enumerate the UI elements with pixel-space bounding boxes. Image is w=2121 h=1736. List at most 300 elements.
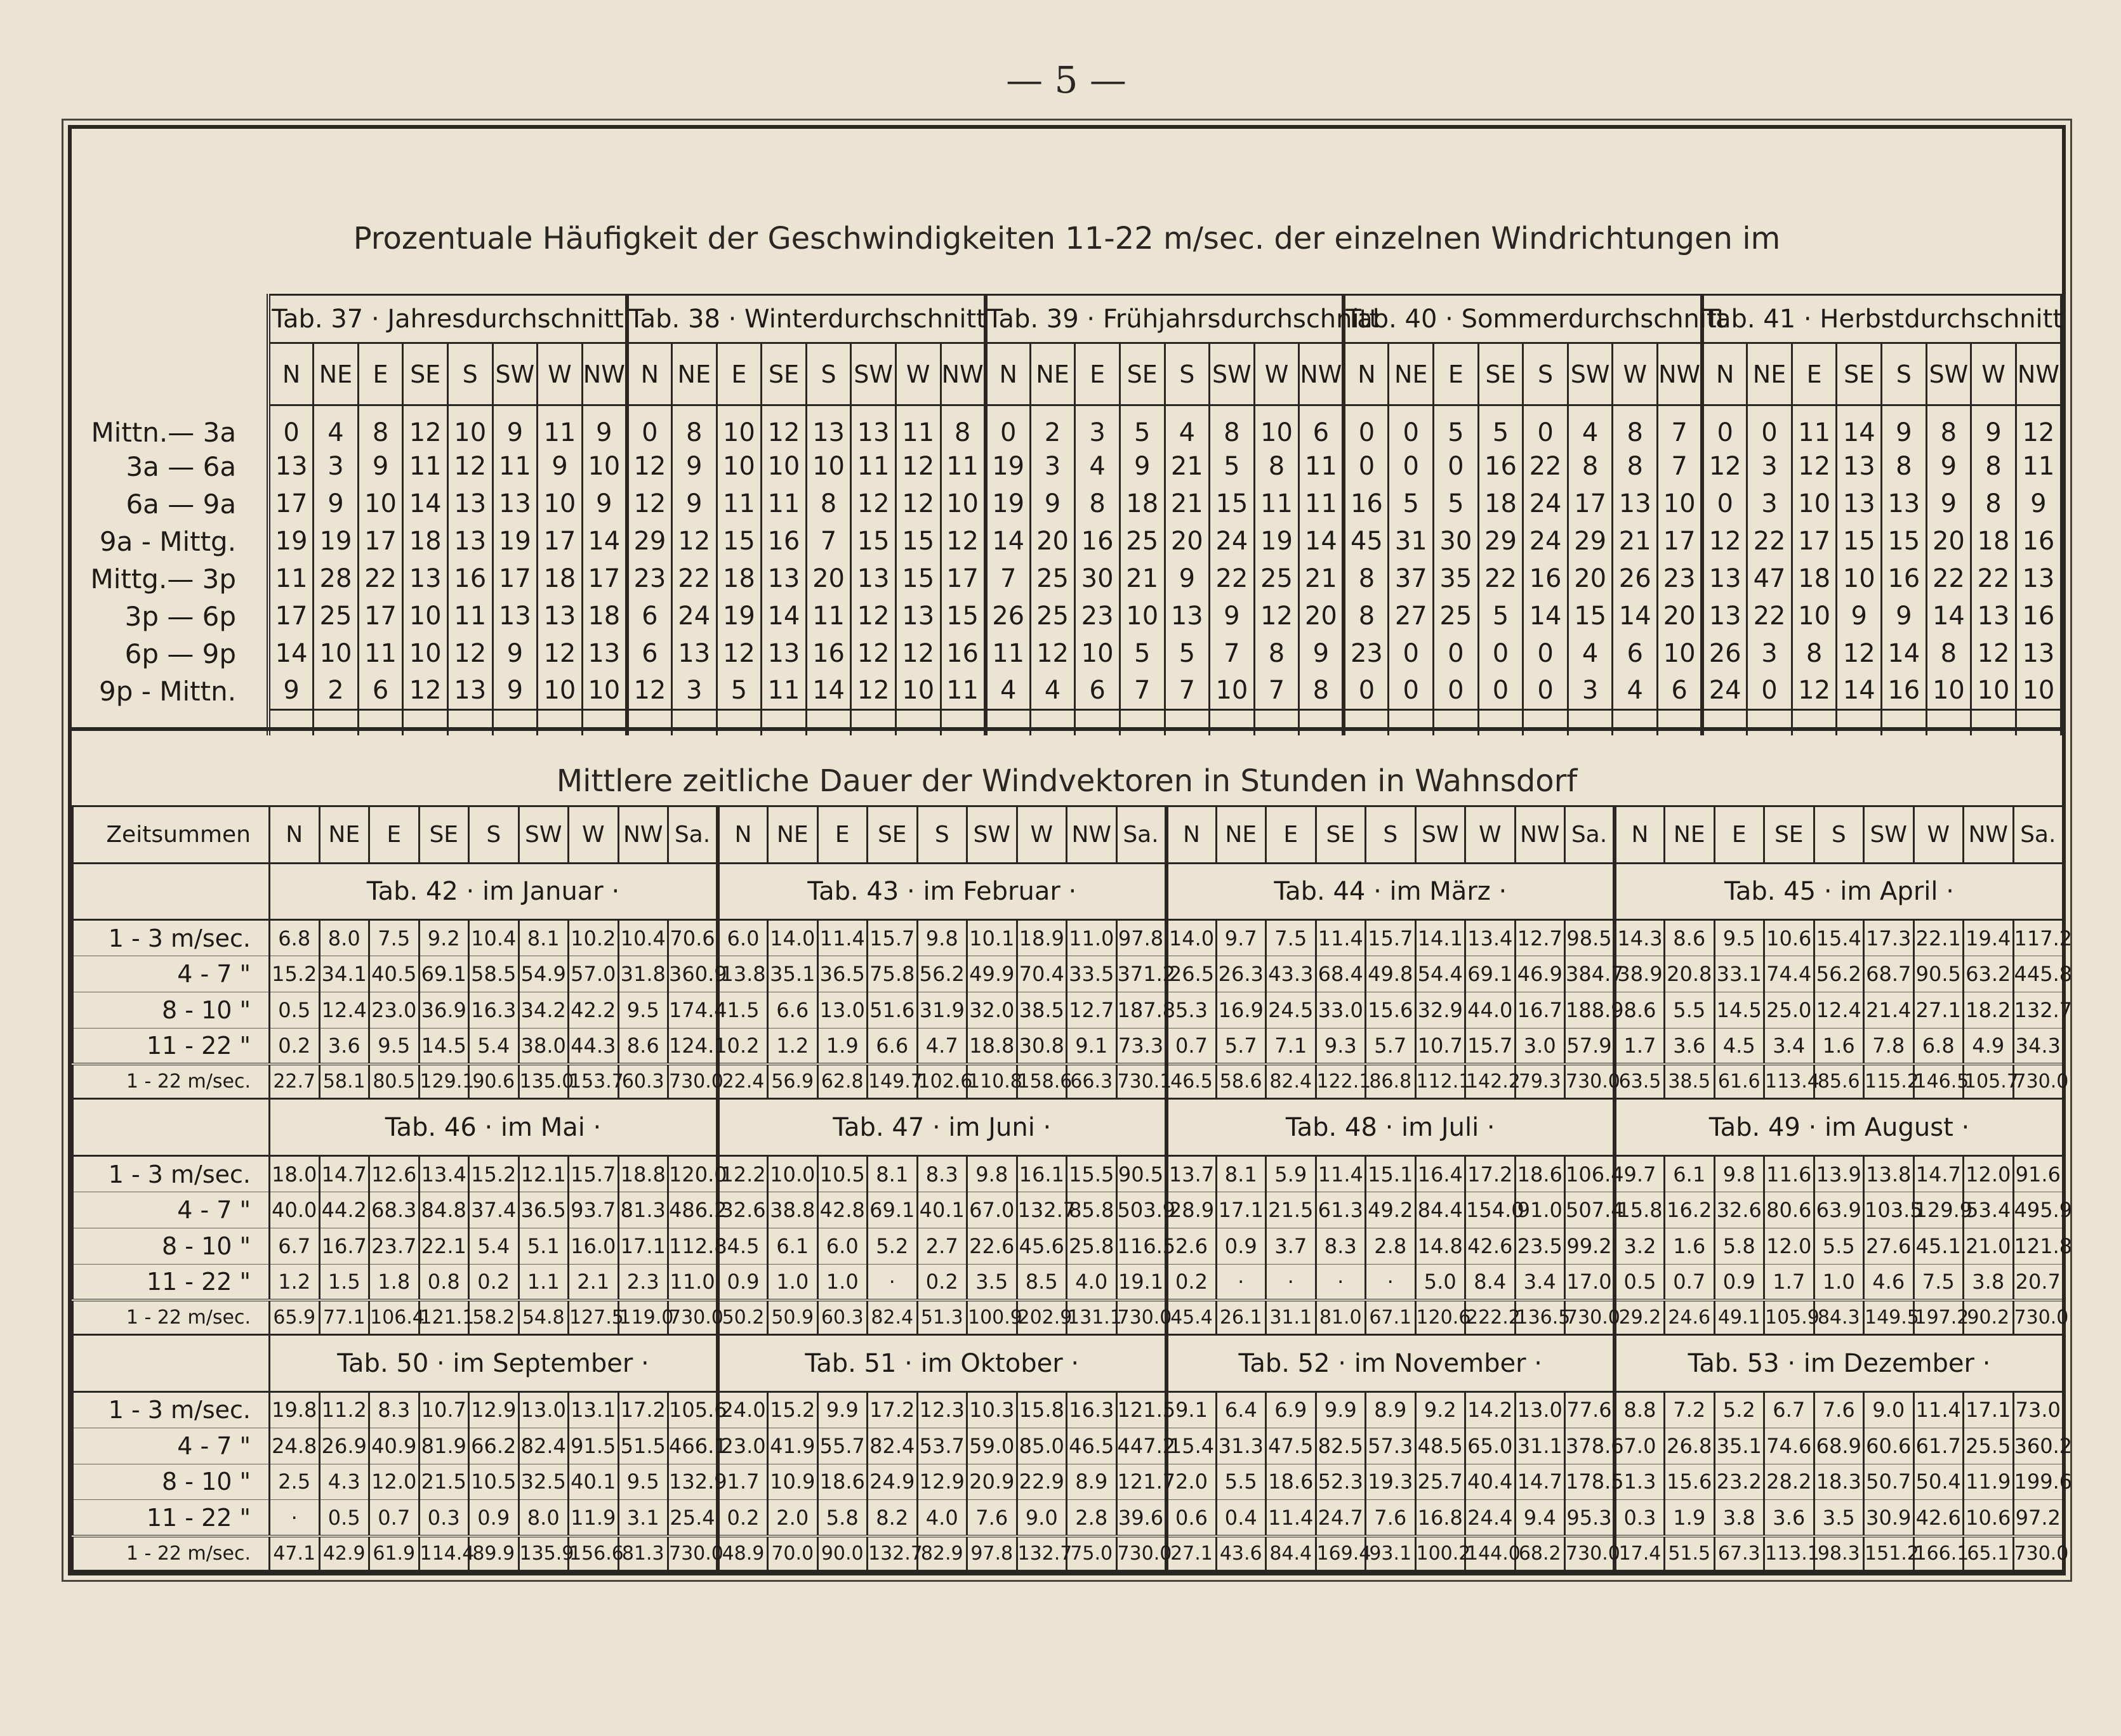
table-cell: 19 (268, 523, 314, 560)
table-cell: 45.6 (1017, 1228, 1067, 1264)
total-cell: 42.9 (319, 1536, 369, 1571)
table-cell: 11 (492, 448, 538, 485)
table-cell: 0.2 (718, 1028, 768, 1064)
table-cell: · (1366, 1264, 1416, 1300)
total-cell: 70.0 (768, 1536, 818, 1571)
table-cell: 9 (492, 635, 538, 673)
total-cell: 112.1 (1415, 1064, 1465, 1099)
table-cell: 17.2 (868, 1391, 918, 1428)
table-cell: 9 (492, 405, 538, 448)
table-cell: 8.1 (1216, 1156, 1266, 1192)
table-cell: 30 (1434, 523, 1479, 560)
column-header: SW (519, 806, 569, 864)
table-cell: 7 (1120, 673, 1165, 710)
table-cell: 18 (1792, 560, 1837, 598)
table-cell: 15 (895, 560, 941, 598)
table-cell: 10 (1658, 485, 1703, 523)
table-cell: 1.5 (319, 1264, 369, 1300)
table-cell: 4 (1030, 673, 1075, 710)
table-cell: 0 (1389, 448, 1434, 485)
table-cell: 57.3 (1366, 1428, 1416, 1464)
total-cell: 82.4 (868, 1300, 918, 1335)
table-cell: 31.1 (1515, 1428, 1565, 1464)
table-cell: 13 (1971, 598, 2016, 635)
table-cell: 21.0 (1964, 1228, 2014, 1264)
table-cell: 35.1 (1714, 1428, 1764, 1464)
table-cell: 13 (851, 560, 896, 598)
table-cell: 10 (1120, 598, 1165, 635)
column-header: W (895, 343, 941, 405)
table-cell: 1.3 (1615, 1464, 1665, 1500)
table-cell: 17 (268, 598, 314, 635)
table-cell: 42.8 (817, 1192, 868, 1228)
total-cell: 730.0 (2013, 1300, 2063, 1335)
column-header: SE (419, 806, 469, 864)
spacer-cell (1344, 710, 1389, 735)
table-cell: 0.3 (1615, 1500, 1665, 1536)
table-cell: 31.3 (1216, 1428, 1266, 1464)
table-cell: 19.4 (1964, 920, 2014, 956)
column-header: S (447, 343, 492, 405)
total-cell: 120.6 (1415, 1300, 1465, 1335)
table-cell: 10 (538, 485, 583, 523)
table-cell: 10 (1971, 673, 2016, 710)
table-cell: 10 (806, 448, 851, 485)
column-header: W (1971, 343, 2016, 405)
spacer-cell (1165, 710, 1210, 735)
table-cell: 18.3 (1814, 1464, 1864, 1500)
spacer-cell (582, 710, 627, 735)
table-cell: 8 (1254, 448, 1299, 485)
table-cell: 0 (1344, 673, 1389, 710)
table-cell: 33.1 (1714, 956, 1764, 992)
table-cell: 9 (1120, 448, 1165, 485)
table-cell: 16.3 (469, 992, 519, 1029)
table-cell: 7.6 (1814, 1391, 1864, 1428)
table-cell: 10 (1837, 560, 1882, 598)
table-cell: 8.6 (618, 1028, 668, 1064)
table-cell: 22 (1478, 560, 1523, 598)
table-cell: 49.8 (1366, 956, 1416, 992)
table-cell: 0.8 (419, 1264, 469, 1300)
page-number: — 5 — (1006, 58, 1127, 102)
table-cell: 10.5 (469, 1464, 519, 1500)
table-cell: 15.7 (1465, 1028, 1516, 1064)
table-cell: 0.5 (319, 1500, 369, 1536)
table-cell: 10 (358, 485, 403, 523)
table-cell: 8 (358, 405, 403, 448)
table-cell: 0 (1747, 405, 1792, 448)
total-label: 1 - 22 m/sec. (73, 1536, 270, 1571)
total-cell: 29.2 (1615, 1300, 1665, 1335)
table-cell: 18 (582, 598, 627, 635)
table-cell: 120.0 (668, 1156, 718, 1192)
column-header: SE (1478, 343, 1523, 405)
table-cell: 42.2 (569, 992, 619, 1029)
table-cell: 10.2 (569, 920, 619, 956)
total-cell: 102.6 (917, 1064, 967, 1099)
table-cell: 15.2 (270, 956, 320, 992)
column-header: SW (1568, 343, 1613, 405)
table-cell: 4.5 (1714, 1028, 1764, 1064)
table-cell: 8.5 (1017, 1264, 1067, 1300)
table-cell: 13 (671, 635, 717, 673)
table-cell: 38.5 (1017, 992, 1067, 1029)
table-cell: 3.5 (967, 1264, 1017, 1300)
table-cell: 5.2 (1714, 1391, 1764, 1428)
table-cell: 8 (1882, 448, 1927, 485)
table-cell: 25 (314, 598, 359, 635)
table-cell: 495.9 (2013, 1192, 2063, 1228)
table-cell: 13 (806, 405, 851, 448)
table-cell: 12.2 (718, 1156, 768, 1192)
table-cell: 21 (1299, 560, 1344, 598)
table-cell: 38.8 (768, 1192, 818, 1228)
time-label: 6p — 9p (72, 635, 268, 673)
blank-cell (73, 1099, 270, 1156)
table-cell: 15.2 (768, 1391, 818, 1428)
table-cell: 10 (1075, 635, 1120, 673)
table-cell: 0 (1344, 405, 1389, 448)
table-cell: 6 (1658, 673, 1703, 710)
total-cell: 54.8 (519, 1300, 569, 1335)
speed-label: 8 - 10 " (73, 1464, 270, 1500)
table-cell: 80.6 (1764, 1192, 1814, 1228)
direction-header-row (72, 343, 2061, 405)
table-cell: 11.0 (1067, 920, 1117, 956)
table-cell: 14 (986, 523, 1031, 560)
table-cell: 22.9 (1017, 1464, 1067, 1500)
spacer-cell (447, 710, 492, 735)
table-cell: 10.5 (817, 1156, 868, 1192)
table-cell: 81.3 (618, 1192, 668, 1228)
total-row (73, 1300, 2063, 1335)
table-cell: 10.9 (768, 1464, 818, 1500)
total-cell: 68.2 (1515, 1536, 1565, 1571)
table-cell: 13.8 (718, 956, 768, 992)
column-header: E (1434, 343, 1479, 405)
column-header: N (268, 343, 314, 405)
spacer-cell (1120, 710, 1165, 735)
table-row (73, 956, 2063, 992)
blank-cell (73, 1335, 270, 1392)
column-header: S (1814, 806, 1864, 864)
table-cell: 8.0 (319, 920, 369, 956)
table-cell: 8.2 (868, 1500, 918, 1536)
table-cell: 6.8 (1913, 1028, 1964, 1064)
table-cell: 13 (1702, 560, 1747, 598)
table-cell: 18 (1971, 523, 2016, 560)
table-cell: 3.8 (1714, 1500, 1764, 1536)
spacer-cell (1523, 710, 1568, 735)
table-cell: 40.0 (270, 1192, 320, 1228)
table-cell: 16 (762, 523, 807, 560)
table-cell: 11 (1299, 448, 1344, 485)
table-cell: 13.1 (569, 1391, 619, 1428)
table-cell: 199.6 (2013, 1464, 2063, 1500)
table-cell: 22 (671, 560, 717, 598)
table-cell: 46.5 (1067, 1428, 1117, 1464)
table-cell: 13 (538, 598, 583, 635)
table-cell: 486.2 (668, 1192, 718, 1228)
table-cell: 9.8 (967, 1156, 1017, 1192)
table-cell: 121.7 (1116, 1464, 1166, 1500)
table-cell: 32.5 (519, 1464, 569, 1500)
corner-cell (72, 295, 268, 343)
table-cell: 69.1 (1465, 956, 1516, 992)
table-cell: 12 (447, 448, 492, 485)
table-row (72, 448, 2061, 485)
table-cell: 67.0 (967, 1192, 1017, 1228)
table-cell: 81.9 (419, 1428, 469, 1464)
table-cell: 0 (1389, 635, 1434, 673)
table-cell: 91.0 (1515, 1192, 1565, 1228)
table-cell: 12.1 (519, 1156, 569, 1192)
table-cell: 188.9 (1565, 992, 1615, 1029)
spacer-cell (1702, 710, 1747, 735)
speed-label: 1 - 3 m/sec. (73, 1156, 270, 1192)
total-cell: 129.1 (419, 1064, 469, 1099)
table-cell: 18.6 (1266, 1464, 1316, 1500)
table-cell: 14 (1299, 523, 1344, 560)
speed-label: 8 - 10 " (73, 1228, 270, 1264)
spacer-cell (268, 710, 314, 735)
table-cell: 18.8 (967, 1028, 1017, 1064)
table-cell: 19.1 (1116, 1264, 1166, 1300)
table-cell: 4 (1165, 405, 1210, 448)
spacer-cell (1747, 710, 1792, 735)
column-header: SE (1120, 343, 1165, 405)
table-cell: 18 (1120, 485, 1165, 523)
table-cell: 25 (1434, 598, 1479, 635)
table-cell: 23 (1075, 598, 1120, 635)
table-cell: 0.6 (1166, 1500, 1217, 1536)
table-cell: 22 (1926, 560, 1971, 598)
table-cell: 3.2 (1615, 1228, 1665, 1264)
table-cell: 20.8 (1665, 956, 1715, 992)
table-cell: 21 (1165, 485, 1210, 523)
table-cell: 0.4 (1216, 1500, 1266, 1536)
table-cell: 21 (1613, 523, 1658, 560)
table-cell: 0.2 (718, 1500, 768, 1536)
column-header: W (538, 343, 583, 405)
column-header: N (718, 806, 768, 864)
table-cell: 7.2 (1665, 1391, 1715, 1428)
total-cell: 22.4 (718, 1064, 768, 1099)
table-cell: 4.6 (1864, 1264, 1914, 1300)
table-cell: 45 (1344, 523, 1389, 560)
month-caption: Tab. 44 · im März · (1166, 863, 1615, 920)
column-header: E (817, 806, 868, 864)
column-header: N (1166, 806, 1217, 864)
table-cell: 12.0 (1764, 1228, 1814, 1264)
table-cell: 8 (1299, 673, 1344, 710)
total-cell: 730.0 (668, 1064, 718, 1099)
table-cell: 12 (538, 635, 583, 673)
table-cell: 14 (1613, 598, 1658, 635)
table-cell: 35 (1434, 560, 1479, 598)
table-cell: 12 (851, 635, 896, 673)
table-cell: 12 (1837, 635, 1882, 673)
table-caption: Tab. 39 · Frühjahrsdurchschnitt (986, 295, 1344, 343)
month-caption: Tab. 53 · im Dezember · (1615, 1335, 2063, 1392)
table-cell: 40.1 (569, 1464, 619, 1500)
table-cell: 0 (1702, 485, 1747, 523)
table-cell: 10 (582, 673, 627, 710)
table-cell: 11 (1792, 405, 1837, 448)
table-cell: 34.2 (519, 992, 569, 1029)
total-cell: 58.6 (1216, 1064, 1266, 1099)
table-cell: 0.9 (469, 1500, 519, 1536)
table-cell: 15.7 (569, 1156, 619, 1192)
total-cell: 61.6 (1714, 1064, 1764, 1099)
table-cell: 466.1 (668, 1428, 718, 1464)
table-cell: 9 (582, 405, 627, 448)
total-cell: 142.2 (1465, 1064, 1516, 1099)
column-header: W (1254, 343, 1299, 405)
table-cell: 9.1 (1067, 1028, 1117, 1064)
table-cell: 73.0 (2013, 1391, 2063, 1428)
total-cell: 67.1 (1366, 1300, 1416, 1335)
table-cell: 40.5 (369, 956, 420, 992)
table-cell: 12.3 (917, 1391, 967, 1428)
spacer-cell (1882, 710, 1927, 735)
table-cell: 9 (1882, 598, 1927, 635)
table-cell: 12 (851, 673, 896, 710)
table-cell: 360.2 (2013, 1428, 2063, 1464)
table-cell: 18.2 (1964, 992, 2014, 1029)
table-cell: 84.8 (419, 1192, 469, 1228)
table-cell: 18.6 (817, 1464, 868, 1500)
table-cell: 0.9 (718, 1264, 768, 1300)
total-cell: 75.0 (1067, 1536, 1117, 1571)
table-cell: 26.5 (1166, 956, 1217, 992)
table-cell: 84.4 (1415, 1192, 1465, 1228)
table-cell: 124.1 (668, 1028, 718, 1064)
table-cell: 13 (492, 485, 538, 523)
table-cell: 14.7 (1913, 1156, 1964, 1192)
table-cell: 0.7 (1166, 1028, 1217, 1064)
total-cell: 58.1 (319, 1064, 369, 1099)
table-cell: 10 (1792, 598, 1837, 635)
spacer-cell (671, 710, 717, 735)
table-cell: 40.9 (369, 1428, 420, 1464)
table-cell: 132.7 (1017, 1192, 1067, 1228)
table-cell: 4 (1613, 673, 1658, 710)
table-cell: 8 (1926, 635, 1971, 673)
table-cell: 91.6 (2013, 1156, 2063, 1192)
month-caption: Tab. 43 · im Februar · (718, 863, 1166, 920)
table-cell: 9.5 (618, 992, 668, 1029)
table-cell: 69.1 (419, 956, 469, 992)
spacer-cell (72, 710, 268, 735)
table-cell: 7 (806, 523, 851, 560)
spacer-cell (403, 710, 448, 735)
table-cell: 3 (314, 448, 359, 485)
table-cell: 56.2 (917, 956, 967, 992)
total-cell: 56.9 (768, 1064, 818, 1099)
table-cell: 26 (1702, 635, 1747, 673)
table-cell: 1.0 (817, 1264, 868, 1300)
table-cell: 17 (1658, 523, 1703, 560)
table-cell: 17 (941, 560, 986, 598)
table-cell: 9 (1210, 598, 1255, 635)
table-row (72, 673, 2061, 710)
frequency-title: Prozentuale Häufigkeit der Geschwindigkeiten 11-22 m/sec. der einzelnen Windrichtungen im (353, 221, 1781, 256)
column-header: NE (1747, 343, 1792, 405)
total-cell: 27.1 (1166, 1536, 1217, 1571)
total-cell: 84.3 (1814, 1300, 1864, 1335)
column-header: SW (1864, 806, 1914, 864)
spacer-cell (1389, 710, 1434, 735)
table-cell: 15.7 (868, 920, 918, 956)
spacer-cell (895, 710, 941, 735)
total-cell: 85.6 (1814, 1064, 1864, 1099)
table-cell: 2.8 (1366, 1228, 1416, 1264)
spacer-cell (851, 710, 896, 735)
table-cell: 132.7 (2013, 992, 2063, 1029)
table-cell: 24.8 (270, 1428, 320, 1464)
table-cell: 1.5 (718, 992, 768, 1029)
column-header: E (1792, 343, 1837, 405)
table-cell: 15 (717, 523, 762, 560)
table-cell: 3 (1747, 485, 1792, 523)
table-cell: 9 (1971, 405, 2016, 448)
table-cell: 12 (627, 485, 672, 523)
total-cell: 79.3 (1515, 1064, 1565, 1099)
table-cell: 10 (1926, 673, 1971, 710)
table-cell: 8 (1344, 598, 1389, 635)
table-cell: 25.8 (1067, 1228, 1117, 1264)
table-cell: 18 (403, 523, 448, 560)
time-label: 3p — 6p (72, 598, 268, 635)
table-cell: 20 (1299, 598, 1344, 635)
table-cell: 22 (1523, 448, 1568, 485)
month-caption-row (73, 1099, 2063, 1156)
table-cell: 43.3 (1266, 956, 1316, 992)
table-cell: 0 (1523, 635, 1568, 673)
table-cell: 2.0 (1166, 1464, 1217, 1500)
month-caption: Tab. 42 · im Januar · (270, 863, 718, 920)
table-cell: 10.3 (967, 1391, 1017, 1428)
table-cell: 99.2 (1565, 1228, 1615, 1264)
table-cell: 9.8 (917, 920, 967, 956)
table-cell: 95.3 (1565, 1500, 1615, 1536)
table-cell: 9 (1030, 485, 1075, 523)
table-cell: 11 (538, 405, 583, 448)
table-caption: Tab. 38 · Winterdurchschnitt (627, 295, 986, 343)
total-cell: 151.2 (1864, 1536, 1914, 1571)
table-cell: 16 (1478, 448, 1523, 485)
table-cell: 4 (1568, 405, 1613, 448)
column-header: NE (1665, 806, 1715, 864)
table-cell: 13.4 (419, 1156, 469, 1192)
column-header: SE (403, 343, 448, 405)
table-cell: 24.7 (1316, 1500, 1366, 1536)
table-cell: 13 (762, 635, 807, 673)
table-cell: 2.3 (618, 1264, 668, 1300)
table-cell: 5.0 (1415, 1264, 1465, 1300)
month-caption: Tab. 45 · im April · (1615, 863, 2063, 920)
table-cell: 8 (1075, 485, 1120, 523)
table-cell: 13.0 (1515, 1391, 1565, 1428)
table-cell: 112.8 (668, 1228, 718, 1264)
table-cell: 21.5 (1266, 1192, 1316, 1228)
table-cell: 50.7 (1864, 1464, 1914, 1500)
table-cell: 32.6 (718, 1192, 768, 1228)
column-header: S (1882, 343, 1927, 405)
table-row (72, 635, 2061, 673)
